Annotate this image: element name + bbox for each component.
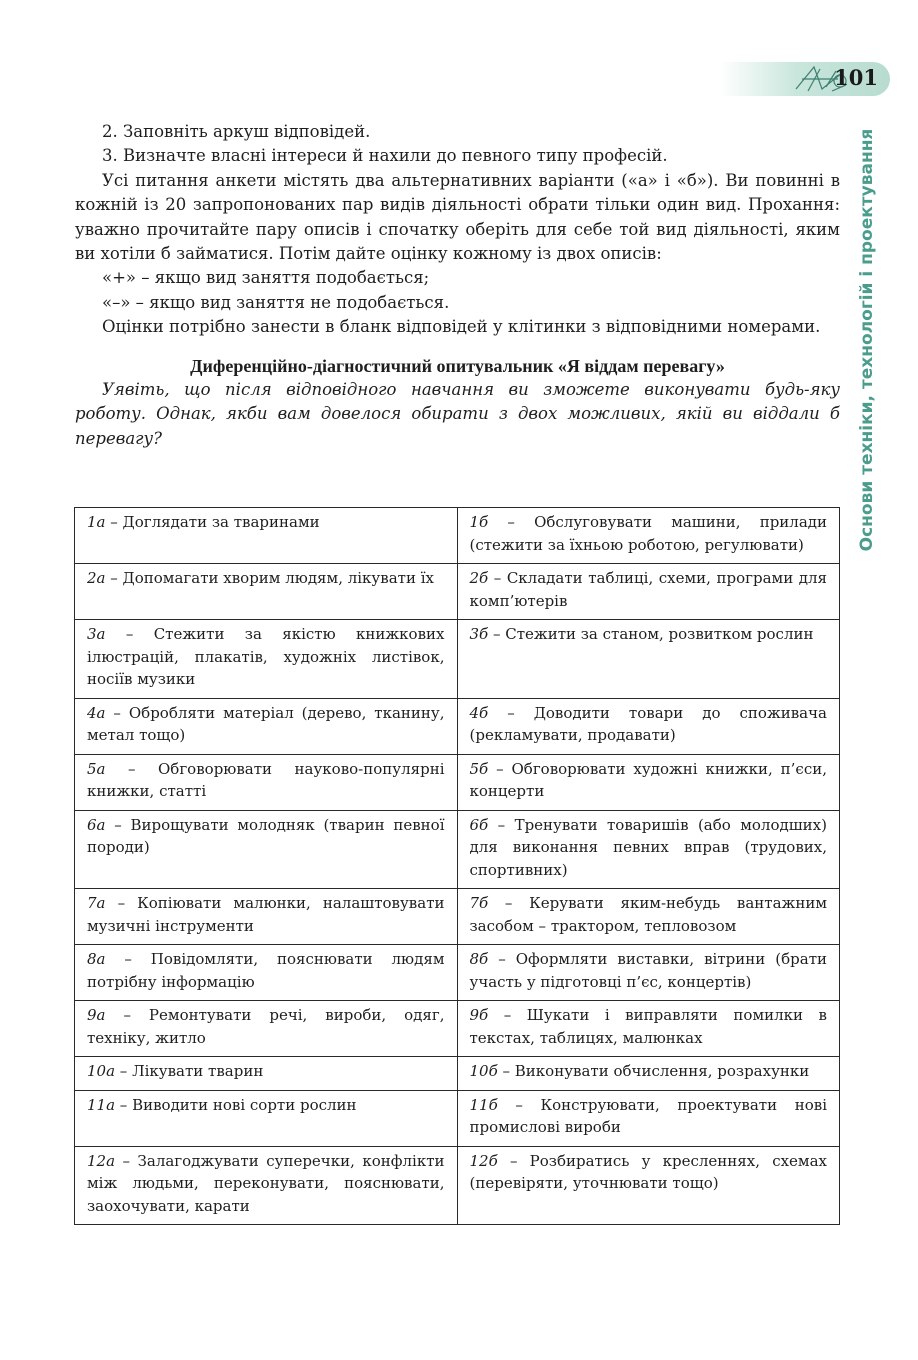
option-code: 10а	[87, 1062, 116, 1080]
option-a-cell	[75, 810, 458, 889]
option-text: – Тренувати товаришів (або молодших) для виконання певних вправ (трудових, спортивних)	[469, 815, 827, 879]
option-a-cell	[75, 1001, 458, 1057]
page-number-tab	[720, 62, 890, 96]
step-2: 2. Заповніть аркуш відповідей.	[102, 122, 371, 141]
table-row	[75, 1057, 840, 1091]
option-b-cell	[457, 1090, 840, 1146]
option-a-cell	[75, 698, 458, 754]
option-code: 10б	[469, 1062, 498, 1080]
step-3: 3. Визначте власні інтереси й нахили до певного типу професій.	[102, 146, 668, 166]
option-a-cell	[75, 945, 458, 1001]
option-code: 9б	[469, 1006, 489, 1024]
answer-sheet-note: Оцінки потрібно занести в бланк відповідей у клітинки з відповідними номерами.	[102, 317, 821, 337]
option-code: 5б	[469, 759, 489, 778]
option-a-cell	[75, 1146, 458, 1225]
option-code: 7б	[469, 894, 489, 912]
option-text: – Конструювати, проектувати нові промислові вироби	[469, 1095, 827, 1136]
option-code: 3б	[469, 625, 489, 643]
option-text: – Виконувати обчислення, розрахунки	[497, 1062, 810, 1080]
option-text: – Обробляти матеріал (дерево, тканину, метал тощо)	[87, 703, 445, 744]
option-code: 4а	[87, 703, 106, 722]
option-b-cell	[457, 1146, 840, 1225]
option-a-cell	[75, 564, 458, 620]
option-code: 9а	[87, 1006, 106, 1024]
table-row	[75, 698, 840, 754]
body-text	[75, 120, 840, 451]
option-code: 12б	[469, 1151, 498, 1170]
option-text: – Ремонтувати речі, вироби, одяг, техніку, житло	[87, 1006, 445, 1047]
option-text: – Стежити за якістю книжкових ілюстрацій, плакатів, художніх листівок, носіїв музики	[87, 625, 445, 688]
option-text: – Обслуговувати машини, прилади (стежити за їхньою роботою, регулювати)	[469, 513, 827, 554]
option-a-cell	[75, 508, 458, 564]
option-code: 6а	[87, 815, 106, 834]
option-a-cell	[75, 1057, 458, 1091]
option-text: – Доглядати за тваринами	[105, 513, 320, 531]
option-code: 3а	[87, 625, 106, 643]
table-row	[75, 564, 840, 620]
option-code: 6б	[469, 815, 489, 834]
option-code: 8б	[469, 950, 489, 968]
option-text: – Залагоджувати суперечки, конфлікти між людьми, переконувати, пояснювати, заохочувати, карати	[87, 1151, 445, 1215]
table-row	[75, 754, 840, 810]
option-b-cell	[457, 1001, 840, 1057]
questionnaire-table	[74, 507, 840, 1225]
option-code: 2б	[469, 569, 489, 587]
option-code: 12а	[87, 1151, 116, 1170]
table-row	[75, 945, 840, 1001]
side-title-text: Основи техніки, технологій і проектування	[857, 128, 877, 552]
option-text: – Доводити товари до споживача (рекламувати, продавати)	[469, 703, 827, 744]
option-code: 8а	[87, 950, 106, 968]
instructions-paragraph: Усі питання анкети містять два альтернативних варіанти («а» і «б»). Ви повинні в кожній із 20 запропонованих пар видів діяльності обрати тільки один вид. Прохання: уважно прочитайте пару описів і спочатку оберіть для себе той вид діяльності, яким ви хотіли б займатися. Потім дайте оцінку кожному із двох описів:	[75, 170, 840, 264]
option-text: – Шукати і виправляти помилки в текстах, таблицях, малюнках	[469, 1006, 827, 1047]
option-code: 11б	[469, 1095, 498, 1114]
option-b-cell	[457, 754, 840, 810]
option-text: – Оформляти виставки, вітрини (брати участь у підготовці п’єс, концертів)	[469, 950, 827, 991]
option-text: – Вирощувати молодняк (тварин певної породи)	[87, 815, 445, 856]
page-number: 101	[834, 65, 878, 90]
option-text: – Допомагати хворим людям, лікувати їх	[105, 569, 434, 587]
table-row	[75, 1090, 840, 1146]
side-section-title	[848, 126, 886, 554]
option-b-cell	[457, 889, 840, 945]
table-row	[75, 508, 840, 564]
option-a-cell	[75, 1090, 458, 1146]
option-b-cell	[457, 810, 840, 889]
option-b-cell	[457, 698, 840, 754]
option-text: – Керувати яким-небудь вантажним засобом – трактором, тепловозом	[469, 894, 827, 935]
table-row	[75, 1146, 840, 1225]
option-text: – Лікувати тварин	[115, 1062, 264, 1080]
option-text: – Розбиратись у кресленнях, схемах (перевіряти, уточнювати тощо)	[469, 1151, 827, 1192]
option-text: – Виводити нові сорти рослин	[115, 1095, 357, 1114]
option-text: – Обговорювати науково-популярні книжки, статті	[87, 759, 445, 800]
option-code: 7а	[87, 894, 106, 912]
table-row	[75, 810, 840, 889]
option-a-cell	[75, 620, 458, 699]
option-code: 4б	[469, 703, 489, 722]
option-text: – Складати таблиці, схеми, програми для комп’ютерів	[469, 569, 827, 610]
option-text: – Повідомляти, пояснювати людям потрібну інформацію	[87, 950, 445, 991]
option-code: 11а	[87, 1095, 116, 1114]
option-b-cell	[457, 620, 840, 699]
option-text: – Копіювати малюнки, налаштовувати музичні інструменти	[87, 894, 445, 935]
option-b-cell	[457, 564, 840, 620]
option-b-cell	[457, 945, 840, 1001]
option-text: – Стежити за станом, розвитком рослин	[488, 625, 814, 643]
table-row	[75, 620, 840, 699]
questionnaire-intro: Уявіть, що після відповідного навчання ви зможете виконувати будь-яку роботу. Однак, якби вам довелося обирати з двох можливих, якій ви віддали б перевагу?	[75, 380, 840, 448]
table-row	[75, 1001, 840, 1057]
table-row	[75, 889, 840, 945]
option-code: 1а	[87, 513, 106, 531]
option-b-cell	[457, 1057, 840, 1091]
option-text: – Обговорювати художні книжки, п’єси, концерти	[469, 759, 827, 800]
option-a-cell	[75, 754, 458, 810]
option-code: 2а	[87, 569, 106, 587]
option-b-cell	[457, 508, 840, 564]
option-code: 5а	[87, 759, 106, 778]
minus-rule: «–» – якщо вид заняття не подобається.	[102, 292, 450, 312]
option-a-cell	[75, 889, 458, 945]
plus-rule: «+» – якщо вид заняття подобається;	[102, 268, 430, 288]
option-code: 1б	[469, 513, 489, 531]
questionnaire-heading: Диференційно-діагностичний опитувальник «Я віддам перевагу»	[190, 355, 725, 376]
